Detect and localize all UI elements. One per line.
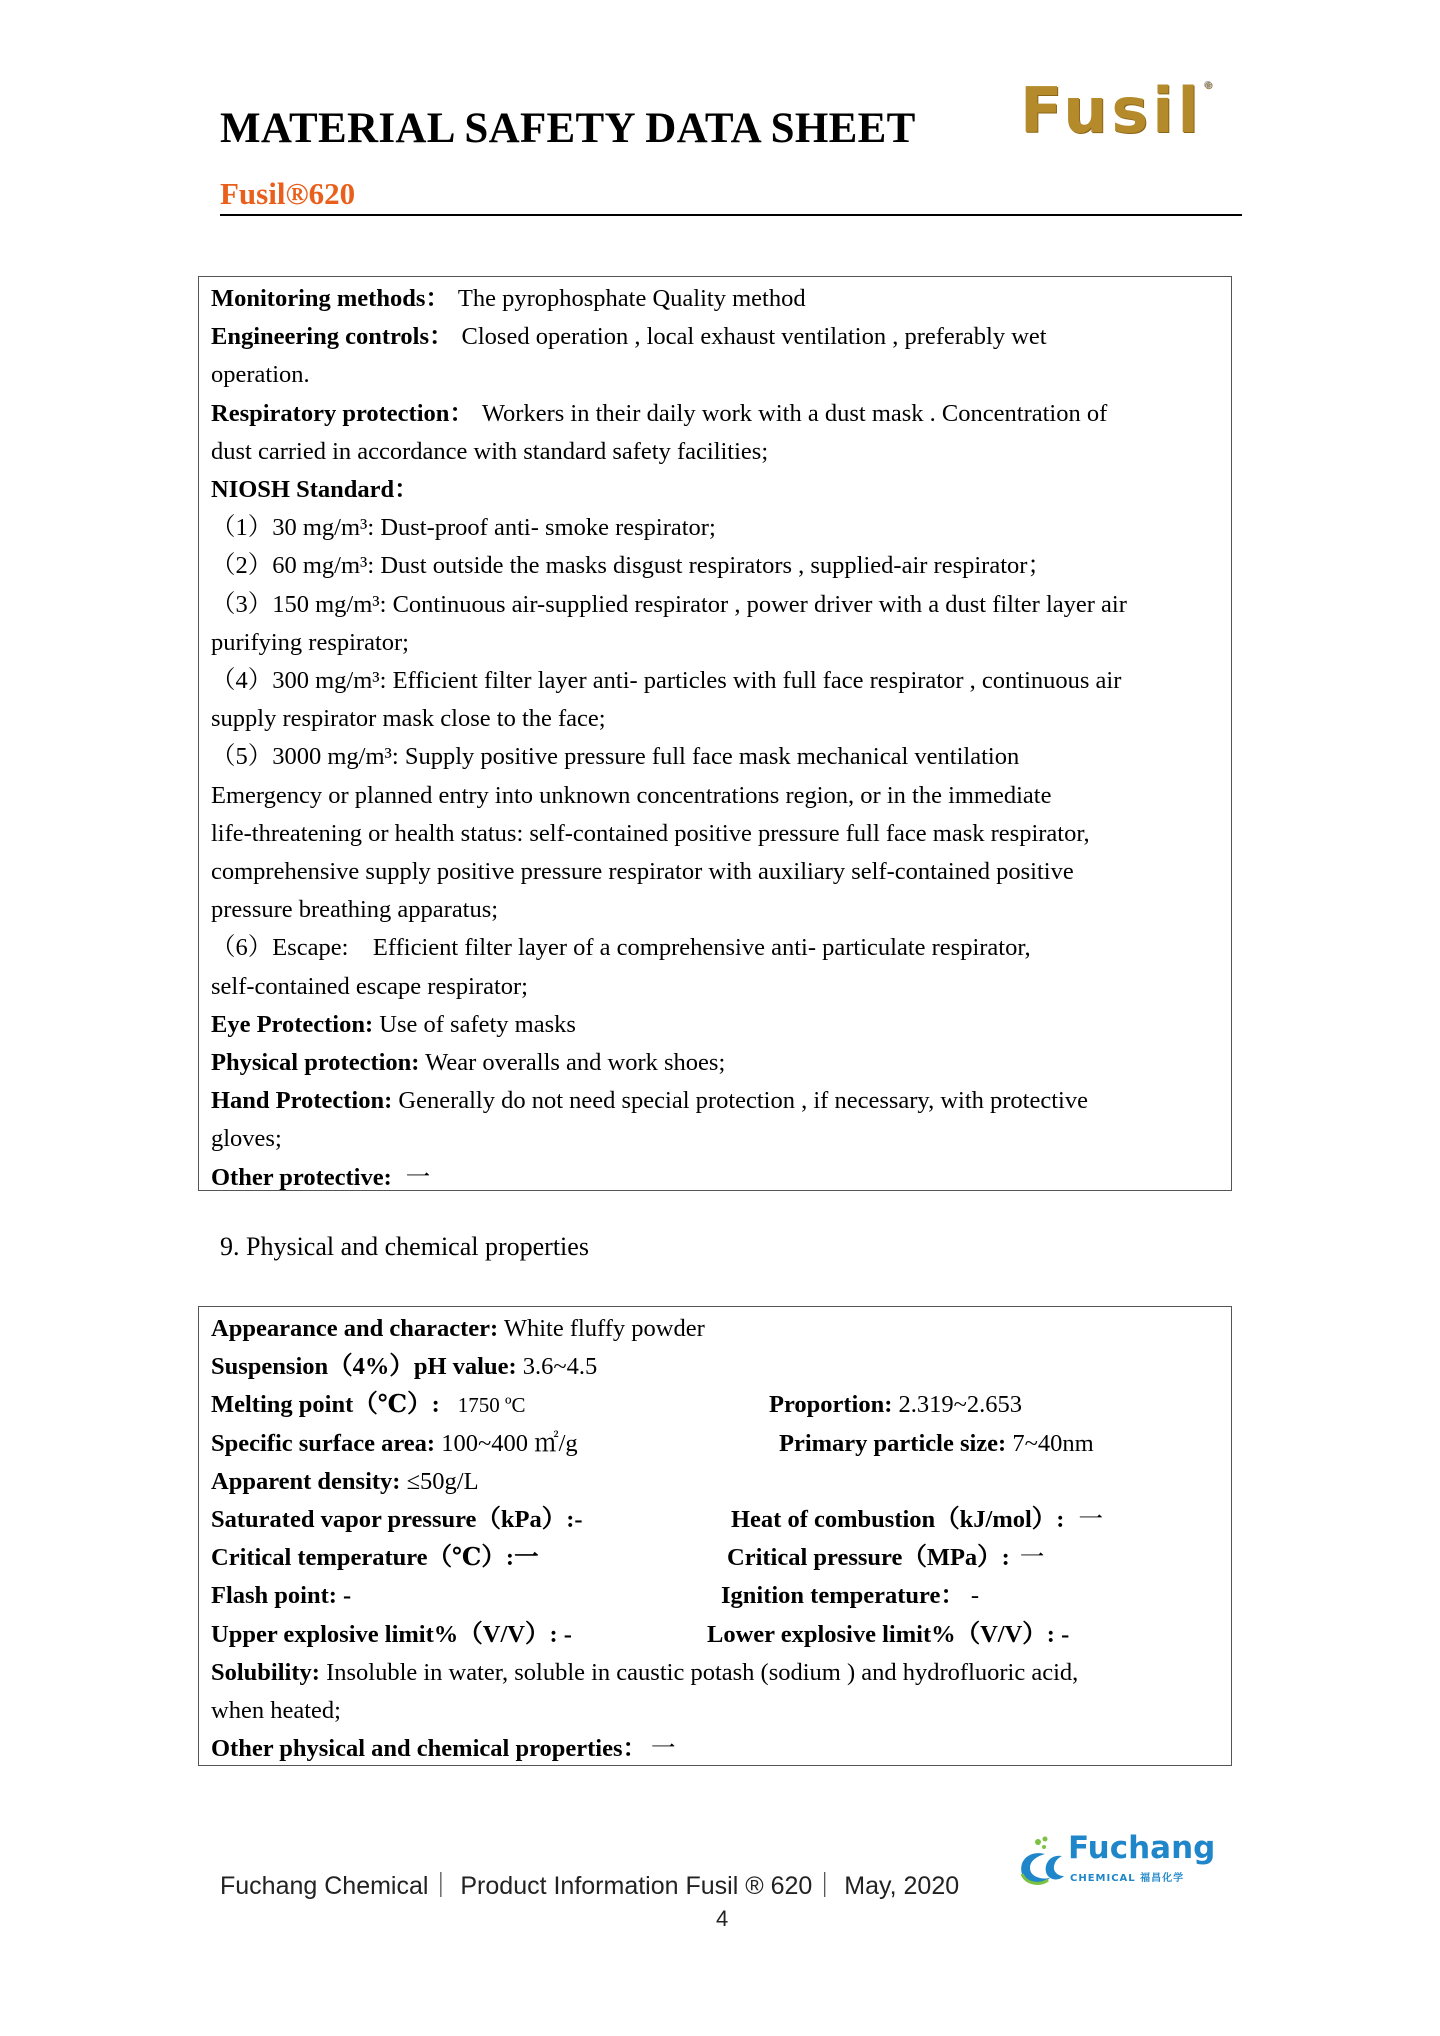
melting-point-value: 1750 ºC (457, 1393, 526, 1418)
fusil-logo (1020, 74, 1217, 147)
fusil-logo-text: Fusil (1020, 74, 1203, 147)
respiratory-protection-value: Workers in their daily work with a dust mask . Concentration of (481, 399, 1108, 427)
respiratory-protection-row (211, 395, 1221, 433)
apparent-density-value: ≤50g/L (406, 1467, 479, 1495)
surface-area-particle-row (211, 1425, 1221, 1463)
eye-protection-label: Eye Protection: (211, 1010, 374, 1038)
fuchang-logo-sub: CHEMICAL 福昌化学 (1070, 1873, 1185, 1884)
niosh-item-6-cont: self-contained escape respirator; (211, 972, 528, 1000)
flash-point-label: Flash point: - (211, 1582, 352, 1610)
other-properties-label: Other physical and chemical properties： (211, 1735, 647, 1763)
critical-pressure-value: 一 (1019, 1544, 1045, 1572)
ignition-temperature-label: Ignition temperature： (721, 1582, 965, 1610)
critical-pressure-label: Critical pressure（MPa）: (727, 1544, 1010, 1572)
niosh-standard-label (211, 471, 1221, 509)
physical-protection-row (211, 1044, 1221, 1082)
appearance-label: Appearance and character: (211, 1315, 499, 1342)
page-number: 4 (716, 1906, 729, 1931)
niosh-item-5-cont-4: pressure breathing apparatus; (211, 896, 499, 924)
monitoring-methods-row (211, 280, 1221, 318)
niosh-item-5-cont-1: Emergency or planned entry into unknown concentrations region, or in the immediate (211, 781, 1052, 809)
explosive-limit-row (211, 1616, 1221, 1654)
solubility-label: Solubility: (211, 1658, 320, 1686)
niosh-item-5-cont-3: comprehensive supply positive pressure respirator with auxiliary self-contained positive (211, 858, 1074, 886)
critical-row (211, 1539, 1221, 1577)
physical-protection-label: Physical protection: (211, 1049, 420, 1077)
heat-of-combustion-label: Heat of combustion（kJ/mol）: (731, 1505, 1065, 1533)
monitoring-methods-label: Monitoring methods： (211, 285, 450, 312)
other-protective-label: Other protective: (211, 1163, 392, 1191)
respiratory-protection-label: Respiratory protection： (211, 399, 474, 427)
heat-of-combustion-value: 一 (1078, 1505, 1103, 1533)
critical-temperature-label: Critical temperature（℃）:一 (211, 1544, 539, 1572)
product-subtitle: Fusil®620 (220, 176, 356, 211)
specific-surface-area-label: Specific surface area: (211, 1429, 436, 1457)
niosh-item-4: （4）300 mg/m³: Efficient filter layer anti- particles with full face respirator , continuous air (211, 667, 1122, 695)
proportion-value: 2.319~2.653 (898, 1391, 1023, 1419)
engineering-controls-row (211, 318, 1221, 356)
appearance-row (211, 1310, 1221, 1348)
footer-text: Fuchang Chemical｜ Product Information Fusil ® 620｜ May, 2020 (220, 1872, 960, 1900)
engineering-controls-cont: operation. (211, 361, 310, 389)
melting-proportion-row (211, 1386, 1221, 1424)
melting-point-label: Melting point（℃）: (211, 1391, 440, 1419)
primary-particle-size-label: Primary particle size: (779, 1429, 1007, 1457)
hand-protection-row (211, 1082, 1221, 1120)
solubility-value: Insoluble in water, soluble in caustic potash (sodium ) and hydrofluoric acid, (326, 1658, 1079, 1686)
suspension-ph-value: 3.6~4.5 (522, 1353, 598, 1381)
vapor-combustion-row (211, 1501, 1221, 1539)
engineering-controls-label: Engineering controls： (211, 323, 454, 351)
upper-explosive-limit-label: Upper explosive limit%（V/V）: - (211, 1620, 572, 1648)
physical-chemical-properties-box (198, 1306, 1232, 1766)
section-9-heading: 9. Physical and chemical properties (220, 1232, 589, 1261)
niosh-item-4-cont: supply respirator mask close to the face; (211, 705, 606, 733)
other-properties-row (211, 1730, 1221, 1768)
suspension-ph-row (211, 1348, 1221, 1386)
fuchang-logo-word: Fuchang (1068, 1830, 1216, 1866)
primary-particle-size-value: 7~40nm (1012, 1429, 1094, 1457)
niosh-item-2: （2）60 mg/m³: Dust outside the masks disgust respirators , supplied-air respirator； (211, 552, 1052, 580)
niosh-item-5: （5）3000 mg/m³: Supply positive pressure full face mask mechanical ventilation (211, 743, 1020, 771)
other-protective-value: 一 (405, 1163, 431, 1191)
suspension-ph-label: Suspension（4%）pH value: (211, 1353, 517, 1381)
niosh-item-5-cont-2: life-threatening or health status: self-contained positive pressure full face mask respirator, (211, 819, 1090, 847)
hand-protection-cont: gloves; (211, 1125, 282, 1153)
niosh-item-6: （6）Escape: Efficient filter layer of a comprehensive anti- particulate respirator, (211, 934, 1031, 962)
eye-protection-value: Use of safety masks (379, 1010, 576, 1038)
niosh-item-1: （1）30 mg/m³: Dust-proof anti- smoke respirator; (211, 514, 716, 542)
specific-surface-area-value: 100~400 ㎡/g (441, 1429, 578, 1457)
niosh-item-3: （3）150 mg/m³: Continuous air-supplied respirator , power driver with a dust filter layer air (211, 590, 1127, 618)
other-properties-value: 一 (651, 1735, 676, 1763)
niosh-standard-heading: NIOSH Standard： (211, 476, 419, 504)
monitoring-methods-value: The pyrophosphate Quality method (457, 285, 806, 312)
flash-ignition-row (211, 1577, 1221, 1615)
hand-protection-value: Generally do not need special protection , if necessary, with protective (398, 1087, 1088, 1115)
engineering-controls-value: Closed operation , local exhaust ventilation , preferably wet (461, 323, 1047, 351)
apparent-density-label: Apparent density: (211, 1467, 401, 1495)
solubility-row (211, 1654, 1221, 1692)
registered-mark: ® (1202, 80, 1217, 91)
ignition-temperature-value: - (970, 1582, 980, 1610)
header-divider (220, 214, 1242, 216)
hand-protection-label: Hand Protection: (211, 1087, 393, 1115)
eye-protection-row (211, 1006, 1221, 1044)
appearance-value: White fluffy powder (503, 1315, 705, 1342)
respiratory-protection-cont: dust carried in accordance with standard safety facilities; (211, 437, 769, 465)
exposure-controls-box (198, 276, 1232, 1191)
apparent-density-row (211, 1463, 1221, 1501)
physical-protection-value: Wear overalls and work shoes; (425, 1049, 726, 1077)
lower-explosive-limit-label: Lower explosive limit%（V/V）: - (707, 1620, 1070, 1648)
document-title: MATERIAL SAFETY DATA SHEET (220, 105, 916, 152)
other-protective-row (211, 1159, 1221, 1197)
saturated-vapor-pressure-label: Saturated vapor pressure（kPa）:- (211, 1505, 583, 1533)
niosh-item-3-cont: purifying respirator; (211, 628, 409, 656)
proportion-label: Proportion: (769, 1391, 893, 1419)
solubility-cont: when heated; (211, 1696, 341, 1724)
